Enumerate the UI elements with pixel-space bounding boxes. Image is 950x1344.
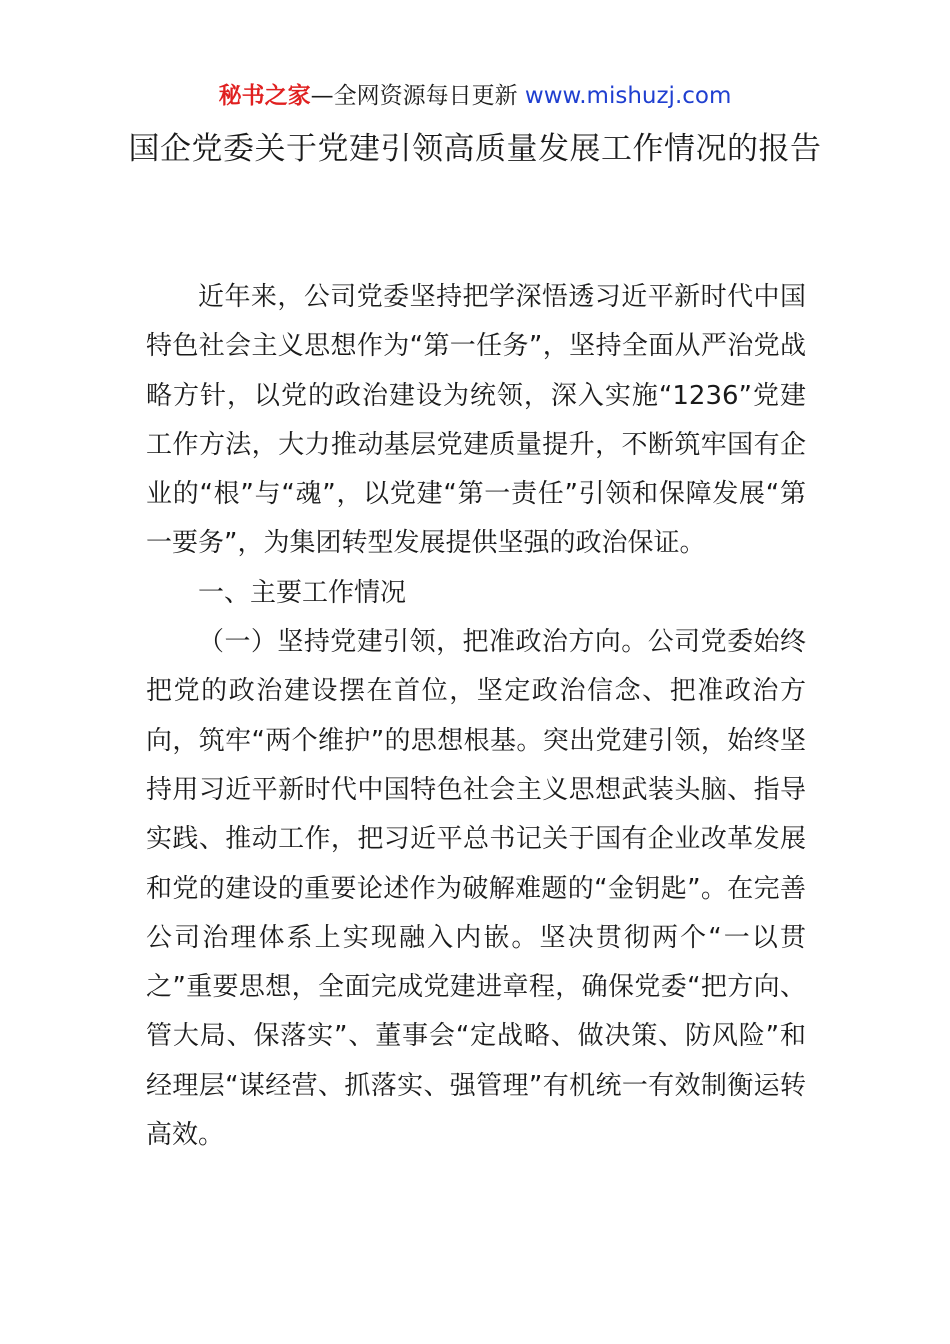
subsection-paragraph-1: （一）坚持党建引领，把准政治方向。公司党委始终把党的政治建设摆在首位，坚定政治信念、把准政治方向，筑牢“两个维护”的思想根基。突出党建引领，始终坚持用习近平新时代中国特色社会主义思想武装头脑、指导实践、推动工作，把习近平总书记关于国有企业改革发展和党的建设的重要论述作为破解难题的“金钥匙”。在完善公司治理体系上实现融入内嵌。坚决贯彻两个“一以贯之”重要思想，全面完成党建进章程，确保党委“把方向、管大局、保落实”、董事会“定战略、做决策、防风险”和经理层“谋经营、抓落实、强管理”有机统一有效制衡运转高效。	[146, 627, 806, 1151]
site-url-link[interactable]: www.mishuzj.com	[524, 83, 732, 109]
document-title: 国企党委关于党建引领高质量发展工作情况的报告	[128, 131, 822, 167]
section-heading-main-work: 一、主要工作情况	[198, 577, 407, 608]
site-tagline: —全网资源每日更新	[310, 83, 525, 109]
intro-paragraph: 近年来，公司党委坚持把学深悟透习近平新时代中国特色社会主义思想作为“第一任务”，坚持全面从严治党战略方针，以党的政治建设为统领，深入实施“1236”党建工作方法，大力推动基层党建质量提升，不断筑牢国有企业的“根”与“魂”，以党建“第一责任”引领和保障发展“第一要务”，为集团转型发展提供坚强的政治保证。	[146, 282, 806, 559]
document-body	[146, 273, 806, 1160]
site-brand[interactable]: 秘书之家	[218, 83, 311, 109]
site-banner	[0, 80, 950, 112]
